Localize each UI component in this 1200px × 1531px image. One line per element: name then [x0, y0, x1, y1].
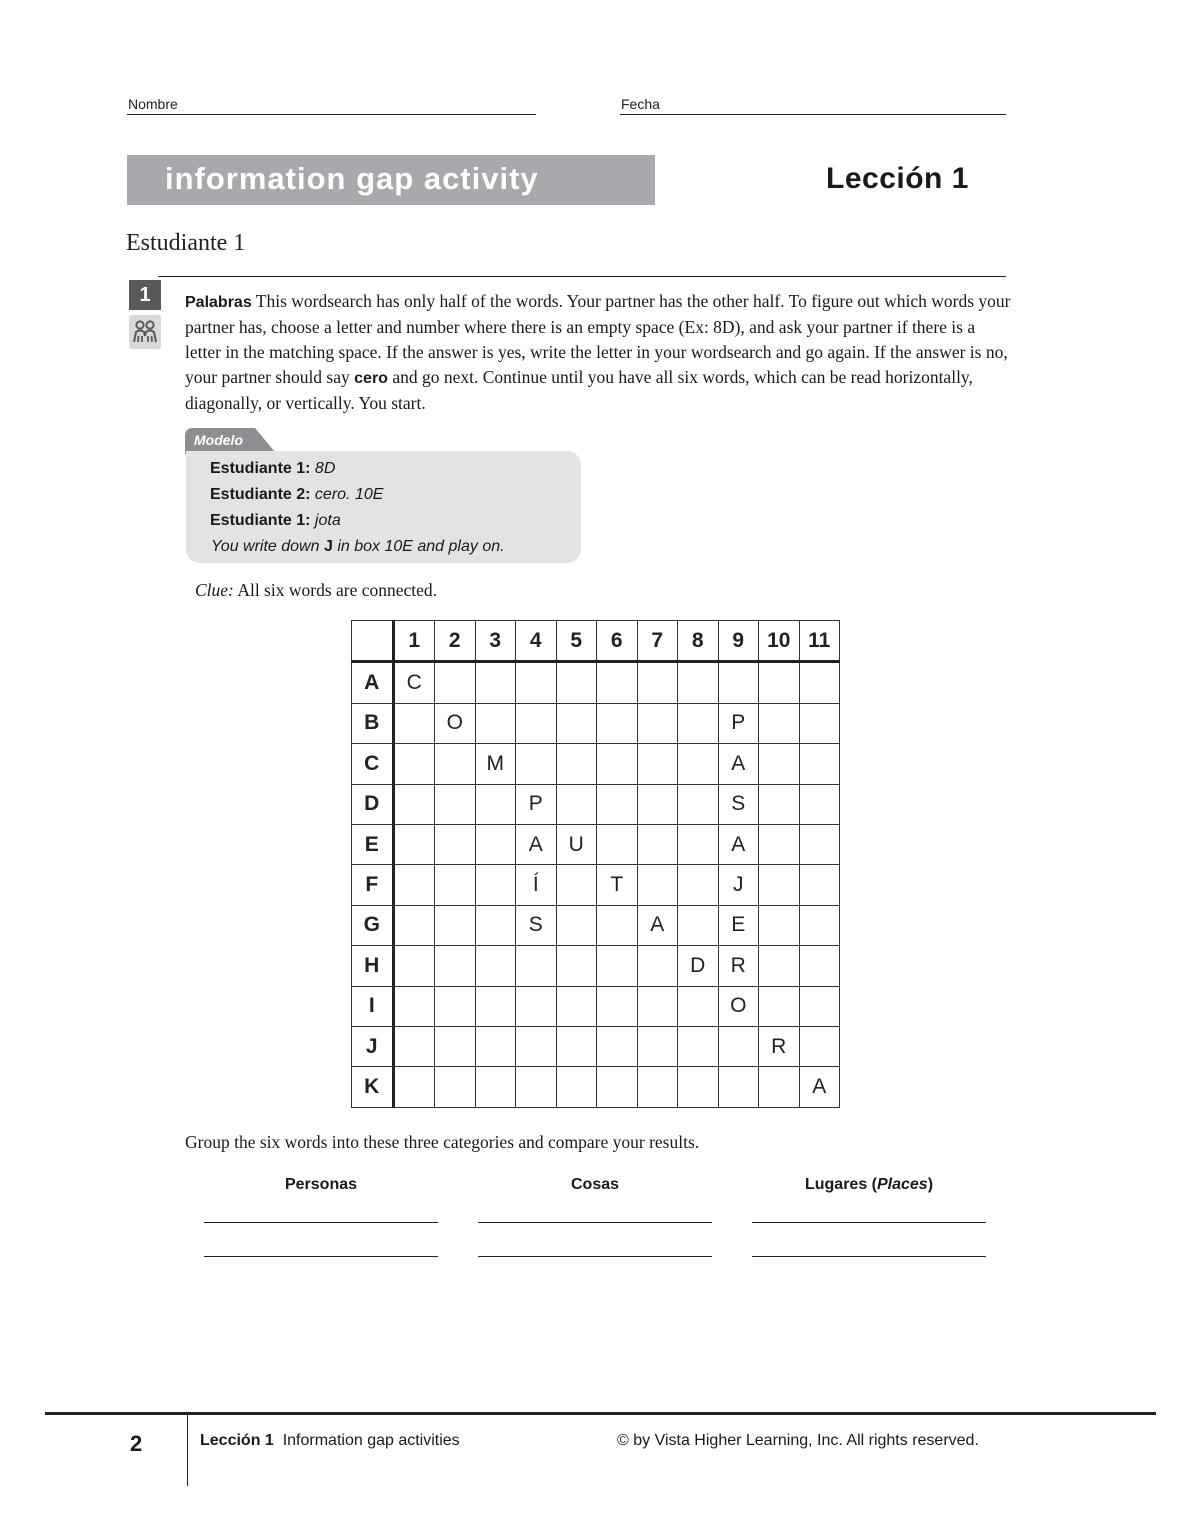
grid-column-header: 10 — [759, 621, 800, 662]
clue-label: Clue: — [195, 580, 234, 600]
grid-cell-letter: T — [597, 865, 638, 905]
grid-cell-letter: A — [637, 905, 678, 945]
grid-cell-empty[interactable] — [759, 986, 800, 1026]
footer-lesson — [200, 1432, 460, 1450]
grid-cell-empty[interactable] — [799, 986, 840, 1026]
grid-row — [352, 1026, 840, 1066]
answer-line-cosas-2[interactable] — [478, 1256, 712, 1257]
clue — [195, 580, 437, 601]
grid-cell-empty[interactable] — [393, 703, 435, 743]
grid-column-header: 7 — [637, 621, 678, 662]
grid-cell-letter: O — [718, 986, 759, 1026]
grid-cell-empty[interactable] — [556, 744, 597, 784]
grid-cell-empty[interactable] — [516, 662, 557, 703]
grid-cell-letter: E — [718, 905, 759, 945]
grid-cell-empty[interactable] — [799, 865, 840, 905]
grid-cell-empty[interactable] — [799, 946, 840, 986]
grid-cell-empty[interactable] — [637, 784, 678, 824]
grid-cell-empty[interactable] — [637, 946, 678, 986]
grid-cell-empty[interactable] — [516, 946, 557, 986]
grid-cell-empty[interactable] — [597, 1067, 638, 1107]
grid-column-header: 6 — [597, 621, 638, 662]
grid-cell-empty[interactable] — [393, 1067, 435, 1107]
grid-cell-empty[interactable] — [475, 905, 516, 945]
grid-cell-empty[interactable] — [759, 1067, 800, 1107]
grid-row-header: H — [352, 946, 394, 986]
grid-column-header: 2 — [435, 621, 476, 662]
grid-cell-empty[interactable] — [637, 824, 678, 864]
grid-row — [352, 744, 840, 784]
grid-cell-empty[interactable] — [516, 1067, 557, 1107]
grid-cell-empty[interactable] — [597, 703, 638, 743]
grid-column-header: 9 — [718, 621, 759, 662]
grid-cell-empty[interactable] — [637, 662, 678, 703]
grid-cell-empty[interactable] — [678, 784, 719, 824]
pair-work-icon — [129, 315, 161, 349]
grid-cell-empty[interactable] — [435, 824, 476, 864]
grid-cell-empty[interactable] — [597, 824, 638, 864]
grid-cell-empty[interactable] — [718, 1026, 759, 1066]
grid-cell-empty[interactable] — [799, 784, 840, 824]
grid-cell-empty[interactable] — [435, 865, 476, 905]
grid-cell-empty[interactable] — [556, 946, 597, 986]
grid-cell-empty[interactable] — [597, 905, 638, 945]
modelo-line-2 — [210, 486, 383, 504]
category-lugares-italic: Places — [876, 1176, 928, 1193]
grid-cell-empty[interactable] — [637, 1026, 678, 1066]
grid-cell-empty[interactable] — [678, 824, 719, 864]
grid-header-row — [352, 621, 840, 662]
grid-cell-empty[interactable] — [718, 1067, 759, 1107]
grid-cell-empty[interactable] — [597, 1026, 638, 1066]
grid-cell-empty[interactable] — [556, 784, 597, 824]
grid-cell-letter: P — [718, 703, 759, 743]
instructions-text-part2: and go next. Continue until you have all six words, which can be read horizontally, diagonally, or vertically. You start. — [185, 367, 973, 413]
grid-column-header: 5 — [556, 621, 597, 662]
modelo-text: 8D — [314, 460, 336, 477]
grid-cell-empty[interactable] — [556, 703, 597, 743]
grid-row — [352, 1067, 840, 1107]
modelo-text: cero. 10E — [314, 486, 384, 503]
grid-cell-empty[interactable] — [475, 662, 516, 703]
grid-cell-empty[interactable] — [556, 1067, 597, 1107]
grid-cell-empty[interactable] — [516, 986, 557, 1026]
grid-cell-empty[interactable] — [597, 744, 638, 784]
grid-row-header: D — [352, 784, 394, 824]
grid-cell-letter: A — [799, 1067, 840, 1107]
grid-cell-letter: A — [718, 744, 759, 784]
grid-cell-empty[interactable] — [678, 1067, 719, 1107]
activity-instructions — [185, 289, 1015, 416]
grid-cell-empty[interactable] — [393, 784, 435, 824]
grid-cell-letter: P — [516, 784, 557, 824]
grid-row-header: C — [352, 744, 394, 784]
grid-cell-empty[interactable] — [475, 784, 516, 824]
grid-row — [352, 703, 840, 743]
grid-cell-empty[interactable] — [475, 703, 516, 743]
grid-row — [352, 784, 840, 824]
banner-title: information gap activity — [165, 161, 539, 196]
grid-cell-empty[interactable] — [435, 662, 476, 703]
grid-cell-empty[interactable] — [759, 905, 800, 945]
clue-text: All six words are connected. — [237, 580, 438, 600]
grid-row-header: K — [352, 1067, 394, 1107]
grid-cell-empty[interactable] — [718, 662, 759, 703]
grid-cell-empty[interactable] — [759, 662, 800, 703]
page-number: 2 — [130, 1431, 143, 1456]
grid-cell-empty[interactable] — [799, 824, 840, 864]
grid-cell-empty[interactable] — [678, 905, 719, 945]
modelo-note-post: in box 10E and play on. — [337, 538, 505, 555]
grid-cell-letter: Í — [516, 865, 557, 905]
grid-row-header: A — [352, 662, 394, 703]
copyright: © by Vista Higher Learning, Inc. All rights reserved. — [617, 1432, 979, 1449]
grid-cell-empty[interactable] — [435, 905, 476, 945]
grid-cell-empty[interactable] — [799, 1026, 840, 1066]
grid-cell-letter: J — [718, 865, 759, 905]
grid-cell-empty[interactable] — [393, 865, 435, 905]
grid-cell-letter: O — [435, 703, 476, 743]
grid-cell-empty[interactable] — [597, 662, 638, 703]
grid-cell-letter: S — [718, 784, 759, 824]
modelo-box — [186, 451, 581, 563]
student-label: Estudiante 1 — [126, 230, 246, 256]
activity-banner — [127, 155, 655, 205]
grid-column-header: 1 — [393, 621, 435, 662]
grid-row-header: J — [352, 1026, 394, 1066]
activity-number-badge: 1 — [129, 280, 161, 310]
grid-cell-empty[interactable] — [393, 905, 435, 945]
modelo-note-letter: J — [323, 538, 333, 555]
grid-cell-empty[interactable] — [435, 1026, 476, 1066]
grid-cell-empty[interactable] — [759, 744, 800, 784]
grid-cell-empty[interactable] — [799, 905, 840, 945]
grid-cell-empty[interactable] — [516, 744, 557, 784]
grid-cell-empty[interactable] — [435, 744, 476, 784]
modelo-speaker: Estudiante 2: — [210, 486, 311, 503]
grid-cell-empty[interactable] — [678, 744, 719, 784]
instructions-keyword: cero — [354, 370, 388, 387]
grid-cell-letter: A — [718, 824, 759, 864]
grid-corner — [352, 621, 394, 662]
grid-cell-empty[interactable] — [637, 703, 678, 743]
answer-line-lugares-1[interactable] — [752, 1222, 986, 1223]
grid-row-header: B — [352, 703, 394, 743]
footer-rule — [45, 1412, 1156, 1415]
grid-cell-empty[interactable] — [759, 946, 800, 986]
grid-cell-empty[interactable] — [393, 744, 435, 784]
grid-column-header: 4 — [516, 621, 557, 662]
grid-column-header: 3 — [475, 621, 516, 662]
grid-row-header: E — [352, 824, 394, 864]
grid-cell-empty[interactable] — [393, 986, 435, 1026]
grid-cell-empty[interactable] — [475, 865, 516, 905]
section-divider — [158, 276, 1006, 277]
modelo-tab-label: Modelo — [194, 432, 243, 448]
grid-cell-empty[interactable] — [678, 1026, 719, 1066]
grid-cell-empty[interactable] — [678, 703, 719, 743]
grid-cell-letter: S — [516, 905, 557, 945]
grid-row-header: F — [352, 865, 394, 905]
category-personas: Personas — [284, 1176, 358, 1193]
grid-cell-empty[interactable] — [516, 1026, 557, 1066]
answer-line-cosas-1[interactable] — [478, 1222, 712, 1223]
grid-row — [352, 905, 840, 945]
activity-lead: Palabras — [185, 294, 252, 311]
wordsearch-grid — [351, 620, 840, 1108]
grid-cell-empty[interactable] — [637, 986, 678, 1026]
grid-cell-empty[interactable] — [678, 986, 719, 1026]
date-field[interactable] — [620, 114, 1006, 115]
grid-cell-empty[interactable] — [435, 986, 476, 1026]
grid-cell-empty[interactable] — [556, 1026, 597, 1066]
grid-cell-empty[interactable] — [393, 824, 435, 864]
grid-cell-empty[interactable] — [475, 986, 516, 1026]
grid-cell-letter: C — [393, 662, 435, 703]
grid-row — [352, 986, 840, 1026]
grid-cell-empty[interactable] — [393, 1026, 435, 1066]
grid-cell-empty[interactable] — [759, 824, 800, 864]
grid-cell-empty[interactable] — [637, 1067, 678, 1107]
grid-cell-empty[interactable] — [759, 865, 800, 905]
grid-column-header: 11 — [799, 621, 840, 662]
grid-cell-empty[interactable] — [637, 744, 678, 784]
category-lugares-label: Lugares ( — [804, 1176, 877, 1193]
name-label: Nombre — [128, 96, 178, 112]
answer-line-personas-2[interactable] — [204, 1256, 438, 1257]
grid-row — [352, 865, 840, 905]
grid-column-header: 8 — [678, 621, 719, 662]
grid-cell-empty[interactable] — [556, 662, 597, 703]
grid-row — [352, 946, 840, 986]
instructions-text-part1: This wordsearch has only half of the words. Your partner has the other half. To figure out which words your partner has, choose a letter and number where there is an empty space (Ex: 8D), and ask your partner if there is a letter in the matching space. If the answer is yes, write the letter in your wordsearch and go again. If the answer is no, your partner should say — [185, 291, 1011, 387]
grid-cell-empty[interactable] — [556, 865, 597, 905]
category-lugares-end: ) — [927, 1176, 934, 1193]
grid-cell-empty[interactable] — [637, 865, 678, 905]
grid-cell-empty[interactable] — [759, 784, 800, 824]
grouping-instruction: Group the six words into these three categories and compare your results. — [185, 1132, 700, 1152]
grid-cell-empty[interactable] — [678, 865, 719, 905]
modelo-speaker: Estudiante 1: — [210, 512, 311, 529]
grid-cell-letter: A — [516, 824, 557, 864]
modelo-note — [211, 538, 505, 556]
footer-lesson-label: Lección 1 — [200, 1432, 274, 1449]
category-cosas: Cosas — [570, 1176, 620, 1193]
grid-cell-empty[interactable] — [678, 662, 719, 703]
grid-cell-empty[interactable] — [799, 703, 840, 743]
grid-cell-empty[interactable] — [435, 784, 476, 824]
grid-row — [352, 662, 840, 703]
grid-cell-letter: D — [678, 946, 719, 986]
modelo-speaker: Estudiante 1: — [210, 460, 311, 477]
grid-row — [352, 824, 840, 864]
grid-row-header: G — [352, 905, 394, 945]
grid-cell-empty[interactable] — [475, 1026, 516, 1066]
grid-cell-empty[interactable] — [475, 824, 516, 864]
grid-cell-empty[interactable] — [475, 946, 516, 986]
name-field[interactable] — [127, 114, 536, 115]
modelo-note-pre: You write down — [211, 538, 320, 555]
answer-line-lugares-2[interactable] — [752, 1256, 986, 1257]
modelo-line-1 — [210, 460, 335, 478]
date-label: Fecha — [621, 96, 660, 112]
grid-cell-letter: R — [759, 1026, 800, 1066]
grid-cell-empty[interactable] — [556, 905, 597, 945]
grid-cell-empty[interactable] — [799, 662, 840, 703]
grid-cell-empty[interactable] — [393, 946, 435, 986]
footer-divider — [187, 1414, 188, 1486]
modelo-line-3 — [210, 512, 341, 530]
footer-section: Information gap activities — [282, 1432, 460, 1449]
grid-cell-letter: M — [475, 744, 516, 784]
grid-cell-empty[interactable] — [475, 1067, 516, 1107]
grid-cell-empty[interactable] — [597, 986, 638, 1026]
grid-row-header: I — [352, 986, 394, 1026]
grid-cell-empty[interactable] — [799, 744, 840, 784]
grid-cell-empty[interactable] — [556, 986, 597, 1026]
category-lugares — [752, 1176, 986, 1194]
lesson-title: Lección 1 — [826, 162, 969, 195]
grid-cell-letter: R — [718, 946, 759, 986]
modelo-text: jota — [314, 512, 341, 529]
grid-cell-empty[interactable] — [435, 1067, 476, 1107]
grid-cell-empty[interactable] — [759, 703, 800, 743]
grid-cell-empty[interactable] — [516, 703, 557, 743]
grid-cell-letter: U — [556, 824, 597, 864]
grid-cell-empty[interactable] — [435, 946, 476, 986]
grid-cell-empty[interactable] — [597, 784, 638, 824]
grid-cell-empty[interactable] — [597, 946, 638, 986]
answer-line-personas-1[interactable] — [204, 1222, 438, 1223]
